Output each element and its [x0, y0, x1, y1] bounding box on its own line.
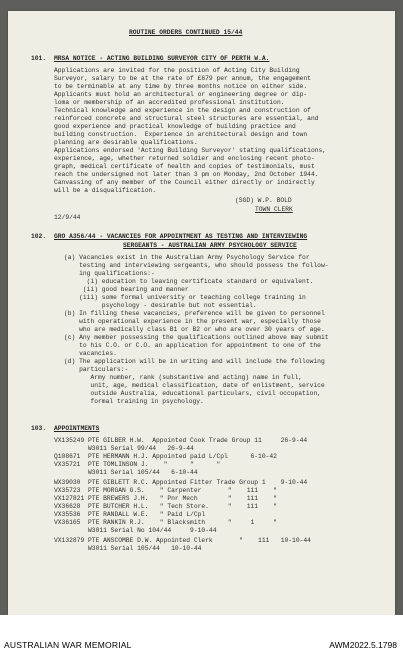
body-line: ing qualifications:- — [64, 270, 155, 277]
appointment-row: VX36628 PTE BUTCHER H.L. " Tech Store. " 111 " — [54, 503, 277, 510]
body-line: planning are desirable qualifications. — [54, 139, 198, 146]
appointment-row: W3011 Serial 105/44 10-10-44 — [54, 545, 202, 552]
appointment-row: VX132879 PTE ANSCOMBE D.W. Appointed Clerk " 111 10-10-44 — [54, 537, 311, 544]
body-line: (a) Vacancies exist in the Australian Army Psychology Service for — [64, 254, 310, 261]
body-line: reach the undersigned not later than 3 pm on Monday, 2nd October 1944. — [54, 171, 319, 178]
section-number: 101. — [31, 55, 47, 62]
section-number: 103. — [31, 425, 47, 432]
signature: (SGD) W.P. BOLD — [235, 197, 292, 204]
body-line: psychology - desirable but not essential. — [64, 302, 257, 309]
appointment-row: VX36165 PTE RANKIN R.J. " Blacksmith " 1 " — [54, 519, 277, 526]
footer-credit: AUSTRALIAN WAR MEMORIAL — [4, 640, 132, 650]
section-number: 102. — [31, 233, 47, 240]
body-line: particulars:- — [64, 366, 129, 373]
body-line: who are medically class B1 or B2 or who are over 30 years of age. — [64, 326, 325, 333]
body-line: Surveyor, salary to be at the rate of £679 per annum, the engagement — [54, 75, 311, 82]
body-line: Applications are invited for the position of Acting City Building — [54, 67, 300, 74]
document-header: ROUTINE ORDERS CONTINUED 15/44 — [129, 29, 243, 36]
body-line: experience, age, whether returned soldier and enclosing recent photo- — [54, 155, 315, 162]
appointment-row: W3011 Serial 99/44 26-9-44 — [54, 445, 194, 452]
body-line: to his C.O. or C.O. an application for appointment to one of the — [64, 342, 321, 349]
section-title-continued: SERGEANTS - AUSTRALIAN ARMY PSYCHOLOGY SERVICE — [123, 242, 297, 249]
body-line: loma or membership of an accredited professional institution. — [54, 99, 285, 106]
appointment-row: W3011 Serial 105/44 6-10-44 — [54, 469, 198, 476]
body-line: (i) education to leaving certificate standard or equivalent. — [64, 278, 314, 285]
appointment-row: VX127821 PTE BREWERS J.H. " Pnr Mech " 111 " — [54, 495, 277, 502]
body-line: building construction. Experience in architectural design and town — [54, 131, 308, 138]
appointment-row: VX35723 PTE MORGAN G.S. " Carpenter " 111 " — [54, 487, 277, 494]
section-title: APPOINTMENTS — [54, 425, 100, 432]
body-line: with operational experience in the present war, especially those — [64, 318, 321, 325]
body-line: (c) Any member possessing the qualifications outlined above may submit — [64, 334, 329, 341]
body-line: outside Australia, educational particulars, civil occupation, — [64, 390, 321, 397]
appointment-row: Q108671 PTE HERMANN H.J. Appointed paid L/Cpl 6-10-42 — [54, 453, 277, 460]
body-line: Technical knowledge and experience in the design and construction of — [54, 107, 311, 114]
body-line: Canvassing of any member of the Council either directly or indirectly — [54, 179, 315, 186]
appointment-row: WX39030 PTE GIBLETT R.C. Appointed Fitter Trade Group 1 9-10-44 — [54, 479, 308, 486]
body-line: Applicants must hold an architectural or engineering degree or dip- — [54, 91, 308, 98]
appointment-row: VX35721 PTE TOMLINSON J. " " " — [54, 461, 221, 468]
footer-bar — [0, 615, 403, 653]
body-line: (d) The application will be in writing and will include the following — [64, 358, 325, 365]
footer-accession-number: AWM2022.5.1798 — [329, 640, 397, 650]
body-line: vacancies. — [64, 350, 117, 357]
body-line: testing and interviewing sergeants, who should possess the follow- — [64, 262, 329, 269]
document-page — [8, 11, 395, 615]
body-line: (b) In filling these vacancies, preference will be given to personnel — [64, 310, 325, 317]
body-line: Army number, rank (substantive and acting) name in full, — [64, 374, 303, 381]
body-line: formal training in psychology. — [64, 398, 204, 405]
section-title: GRO A356/44 - VACANCIES FOR APPOINTMENT AS TESTING AND INTERVIEWING — [54, 233, 308, 240]
body-line: good experience and practical knowledge of building practice and — [54, 123, 296, 130]
body-line: reinforced concrete and structural steel structures are essential, and — [54, 115, 319, 122]
body-line: will be a disqualification. — [54, 187, 157, 194]
section-title: MRSA NOTICE - ACTING BUILDING SURVEYOR CITY OF PERTH W.A. — [54, 55, 270, 62]
body-line: to be terminable at any time by three months notice on either side. — [54, 83, 308, 90]
body-line: Applications endorsed 'Acting Building Surveyor' stating qualifications, — [54, 147, 327, 154]
signature-title: TOWN CLERK — [255, 206, 293, 213]
body-line: graph, medical certificate of health and copies of testimonials, must — [54, 163, 315, 170]
appointment-row: VX135249 PTE GILBER H.W. Appointed Cook Trade Group 11 26-9-44 — [54, 437, 308, 444]
body-line: (ii) good bearing and manner — [64, 286, 189, 293]
appointment-row: W3011 Serial No 104/44 9-10-44 — [54, 527, 217, 534]
appointment-row: VX35536 PTE RANDALL W.E. " Paid L/Cpl — [54, 511, 206, 518]
section-date: 12/9/44 — [54, 214, 81, 221]
body-line: unit, age, medical classification, date of enlistment, service — [64, 382, 325, 389]
body-line: (iii) some formal university or teaching college training in — [64, 294, 306, 301]
